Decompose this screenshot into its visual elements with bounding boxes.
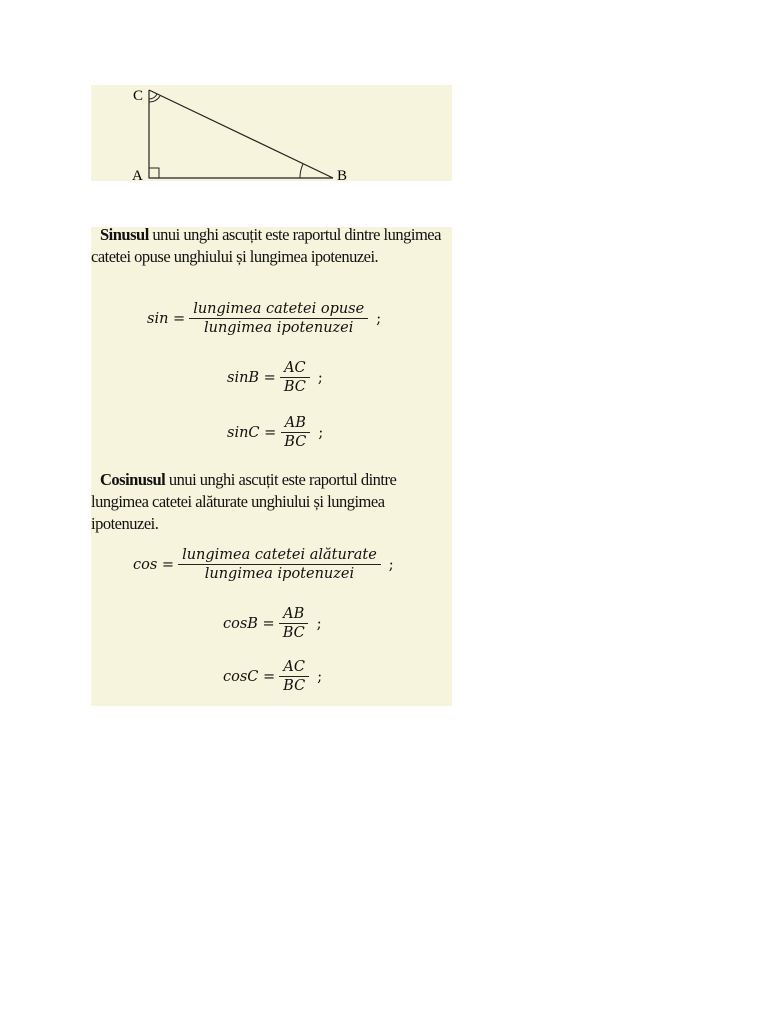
fraction-denominator: BC [283, 379, 306, 395]
fraction [279, 606, 309, 641]
formula-end: ; [317, 668, 323, 685]
angle-b-arc [300, 164, 303, 178]
formula-lhs: sinC = [227, 424, 277, 441]
cos-general-formula [133, 547, 394, 582]
sin-general-formula [147, 301, 381, 336]
cosinus-definition [91, 469, 443, 535]
right-angle-marker [149, 168, 159, 178]
sinC-formula [227, 415, 323, 450]
vertex-c-label: C [133, 88, 144, 104]
side-bc [149, 90, 333, 178]
angle-c-arc [149, 94, 157, 99]
cosinus-text: unui unghi ascuțit este raportul dintre lungimea catetei alăturate unghiului și lungimea ipotenuzei. [91, 470, 397, 533]
formula-lhs: cosB = [223, 615, 275, 632]
sinus-definition [91, 224, 443, 268]
fraction [279, 659, 309, 694]
fraction-denominator: BC [282, 625, 305, 641]
formula-lhs: cos = [133, 556, 175, 573]
fraction-numerator: AB [279, 606, 308, 624]
fraction-numerator: lungimea catetei opuse [189, 301, 368, 319]
formula-end: ; [317, 369, 323, 386]
triangle-figure-panel [91, 85, 452, 181]
formula-end: ; [318, 424, 324, 441]
formula-lhs: sin = [147, 310, 186, 327]
vertex-a-label: A [132, 168, 143, 181]
formula-lhs: cosC = [223, 668, 276, 685]
fraction-numerator: AC [279, 659, 309, 677]
fraction-denominator: BC [283, 678, 306, 694]
fraction [189, 301, 368, 336]
sinB-formula [227, 360, 323, 395]
cosC-formula [223, 659, 322, 694]
formula-end: ; [388, 556, 394, 573]
fraction-numerator: lungimea catetei alăturate [178, 547, 381, 565]
fraction [280, 360, 310, 395]
fraction [280, 415, 310, 450]
fraction [178, 547, 381, 582]
formula-lhs: sinB = [227, 369, 276, 386]
fraction-denominator: lungimea ipotenuzei [204, 566, 355, 582]
vertex-b-label: B [337, 168, 348, 181]
formula-end: ; [376, 310, 382, 327]
sinus-term: Sinusul [100, 225, 149, 244]
fraction-numerator: AB [281, 415, 310, 433]
formula-end: ; [316, 615, 322, 632]
fraction-denominator: lungimea ipotenuzei [203, 320, 354, 336]
right-triangle-diagram [91, 85, 452, 181]
fraction-numerator: AC [280, 360, 310, 378]
fraction-denominator: BC [284, 434, 307, 450]
cosinus-term: Cosinusul [100, 470, 166, 489]
sinus-text: unui unghi ascuțit este raportul dintre lungimea catetei opuse unghiului și lungimea ipotenuzei. [91, 225, 441, 266]
definitions-panel [91, 227, 452, 706]
cosB-formula [223, 606, 322, 641]
